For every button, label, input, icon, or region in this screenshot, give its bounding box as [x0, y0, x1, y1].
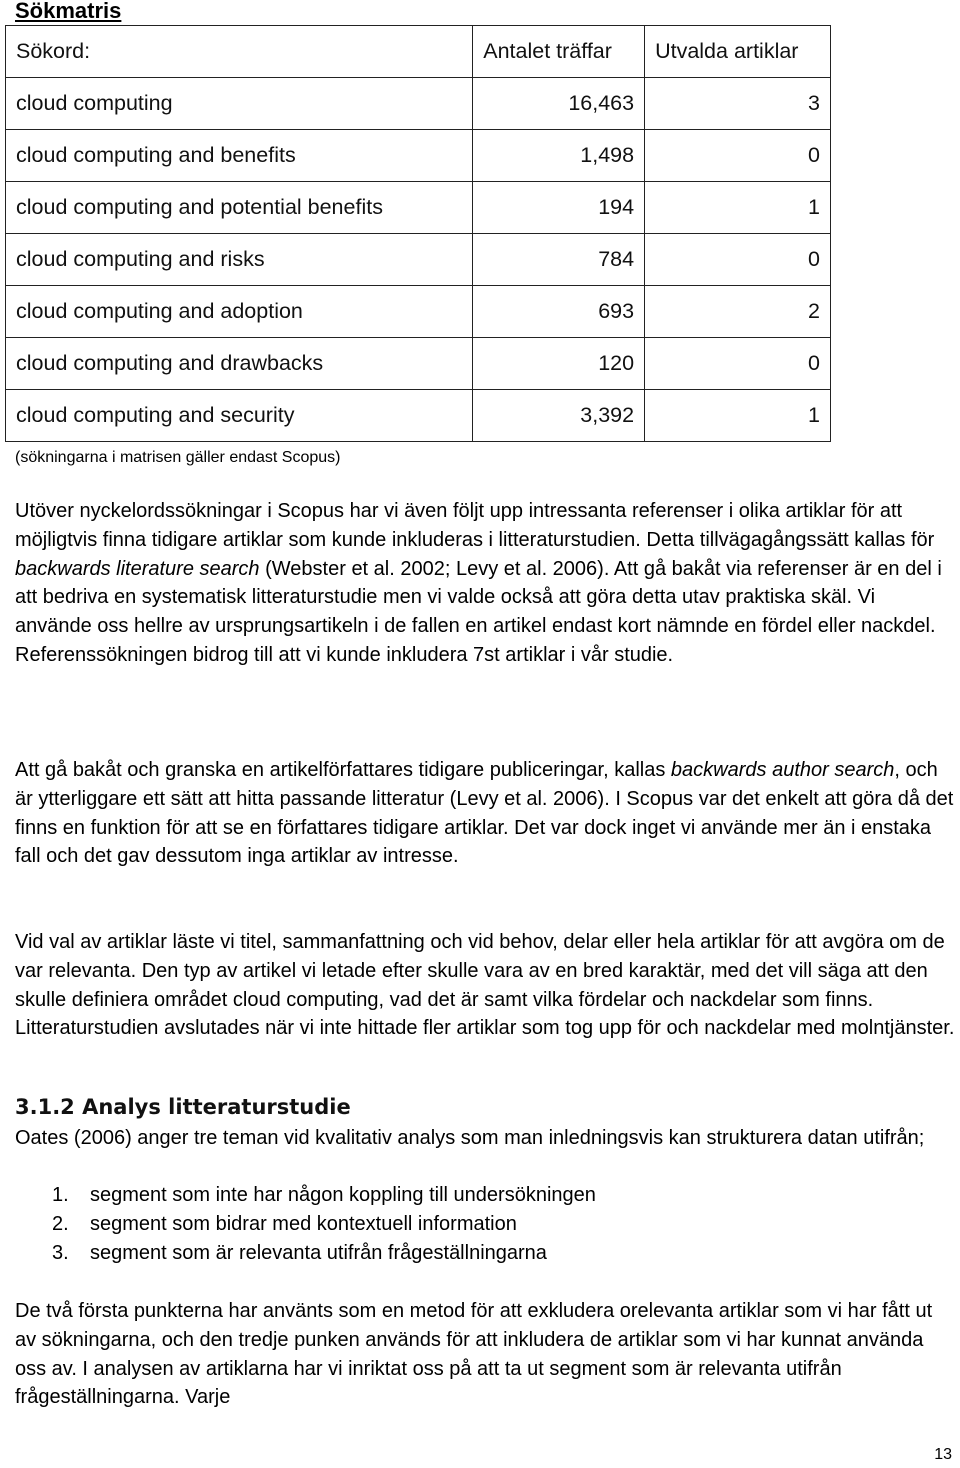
keyword-cell: cloud computing and drawbacks: [6, 338, 473, 390]
header-cell-keyword: Sökord:: [6, 26, 473, 78]
selected-cell: 0: [645, 234, 831, 286]
selected-cell: 2: [645, 286, 831, 338]
paragraph-backwards-literature: [15, 497, 955, 670]
themes-list: [0, 1181, 596, 1268]
hits-cell: 3,392: [473, 390, 645, 442]
page-heading: Sökmatris: [15, 0, 122, 23]
paragraph-backwards-author: [15, 756, 955, 871]
hits-cell: 120: [473, 338, 645, 390]
paragraph-text: Utöver nyckelordssökningar i Scopus har vi även följt upp intressanta referenser i olika artiklar för att möjligtvis finna tidigare artiklar som kunde inkluderas i litteraturstudien. Detta tillvägagångssätt kallas för: [15, 500, 935, 551]
paragraph-text: , och är ytterliggare ett sätt att hitta passande litteratur (Levy et al. 2006). I Scopus var det enkelt att göra då det finns en funktion för att se en författares tidigare artiklar. Det var dock inget vi använde mer än i enstaka fall och det gav dessutom inga artiklar av intresse.: [15, 759, 954, 868]
table-header-row: [6, 26, 831, 78]
keyword-cell: cloud computing and benefits: [6, 130, 473, 182]
list-item: [0, 1239, 596, 1268]
keyword-cell: cloud computing: [6, 78, 473, 130]
emphasis-term: backwards author search: [670, 759, 895, 781]
list-text: segment som är relevanta utifrån frågeställningarna: [90, 1242, 547, 1264]
table-row: [6, 390, 831, 442]
paragraph-text: Att gå bakåt och granska en artikelförfattares tidigare publiceringar, kallas: [15, 759, 671, 781]
hits-cell: 194: [473, 182, 645, 234]
keyword-cell: cloud computing and security: [6, 390, 473, 442]
table-row: [6, 234, 831, 286]
paragraph-article-selection: Vid val av artiklar läste vi titel, sammanfattning och vid behov, delar eller hela artiklar för att avgöra om de var relevanta. Den typ av artikel vi letade efter skulle vara av en bred karaktär, med det vill säga att den skulle definiera området cloud computing, vad det är samt vilka fördelar och nackdelar som finns. Litteraturstudien avslutades när vi inte hittade fler artiklar som tog upp för och nackdelar med molntjänster.: [15, 931, 955, 1040]
list-number: 1.: [52, 1184, 69, 1206]
header-cell-hits: Antalet träffar: [473, 26, 645, 78]
list-item: [0, 1181, 596, 1210]
list-number: 3.: [52, 1242, 69, 1264]
table-note: (sökningarna i matrisen gäller endast Scopus): [15, 449, 341, 466]
search-matrix-table: [5, 25, 831, 442]
list-item: [0, 1210, 596, 1239]
selected-cell: 1: [645, 390, 831, 442]
section-heading: 3.1.2 Analys litteraturstudie: [15, 1095, 351, 1119]
hits-cell: 693: [473, 286, 645, 338]
header-cell-selected: Utvalda artiklar: [645, 26, 831, 78]
table-row: [6, 130, 831, 182]
list-number: 2.: [52, 1213, 69, 1235]
selected-cell: 3: [645, 78, 831, 130]
hits-cell: 784: [473, 234, 645, 286]
table-row: [6, 286, 831, 338]
keyword-cell: cloud computing and adoption: [6, 286, 473, 338]
hits-cell: 1,498: [473, 130, 645, 182]
paragraph-oates: Oates (2006) anger tre teman vid kvalitativ analys som man inledningsvis kan strukturera datan utifrån;: [15, 1127, 925, 1149]
emphasis-term: backwards literature search: [15, 557, 260, 580]
paragraph-text: (Webster et al. 2002; Levy et al. 2006). Att gå bakåt via referenser är en del i att bedriva en systematisk litteraturstudie men vi valde också att göra detta utav praktiska skäl. Vi använde oss hellre av ursprungsartikeln i de fallen en artikel endast kort nämnde en fördel eller nackdel. Referenssökningen bidrog till att vi kunde inkludera 7st artiklar i vår studie.: [15, 557, 942, 666]
hits-cell: 16,463: [473, 78, 645, 130]
selected-cell: 0: [645, 130, 831, 182]
list-text: segment som inte har någon koppling till undersökningen: [90, 1184, 596, 1206]
table-row: [6, 338, 831, 390]
keyword-cell: cloud computing and potential benefits: [6, 182, 473, 234]
keyword-cell: cloud computing and risks: [6, 234, 473, 286]
selected-cell: 1: [645, 182, 831, 234]
page-number: 13: [934, 1446, 952, 1463]
table-row: [6, 182, 831, 234]
list-text: segment som bidrar med kontextuell information: [90, 1213, 517, 1235]
paragraph-analysis: De två första punkterna har använts som en metod för att exkludera orelevanta artiklar som vi har fått ut av sökningarna, och den tredje punken används för att inkludera de artiklar som vi har kunnat använda oss av. I analysen av artiklarna har vi inriktat oss på att ta ut segment som är relevanta utifrån frågeställningarna. Varje: [15, 1300, 933, 1409]
selected-cell: 0: [645, 338, 831, 390]
table-row: [6, 78, 831, 130]
